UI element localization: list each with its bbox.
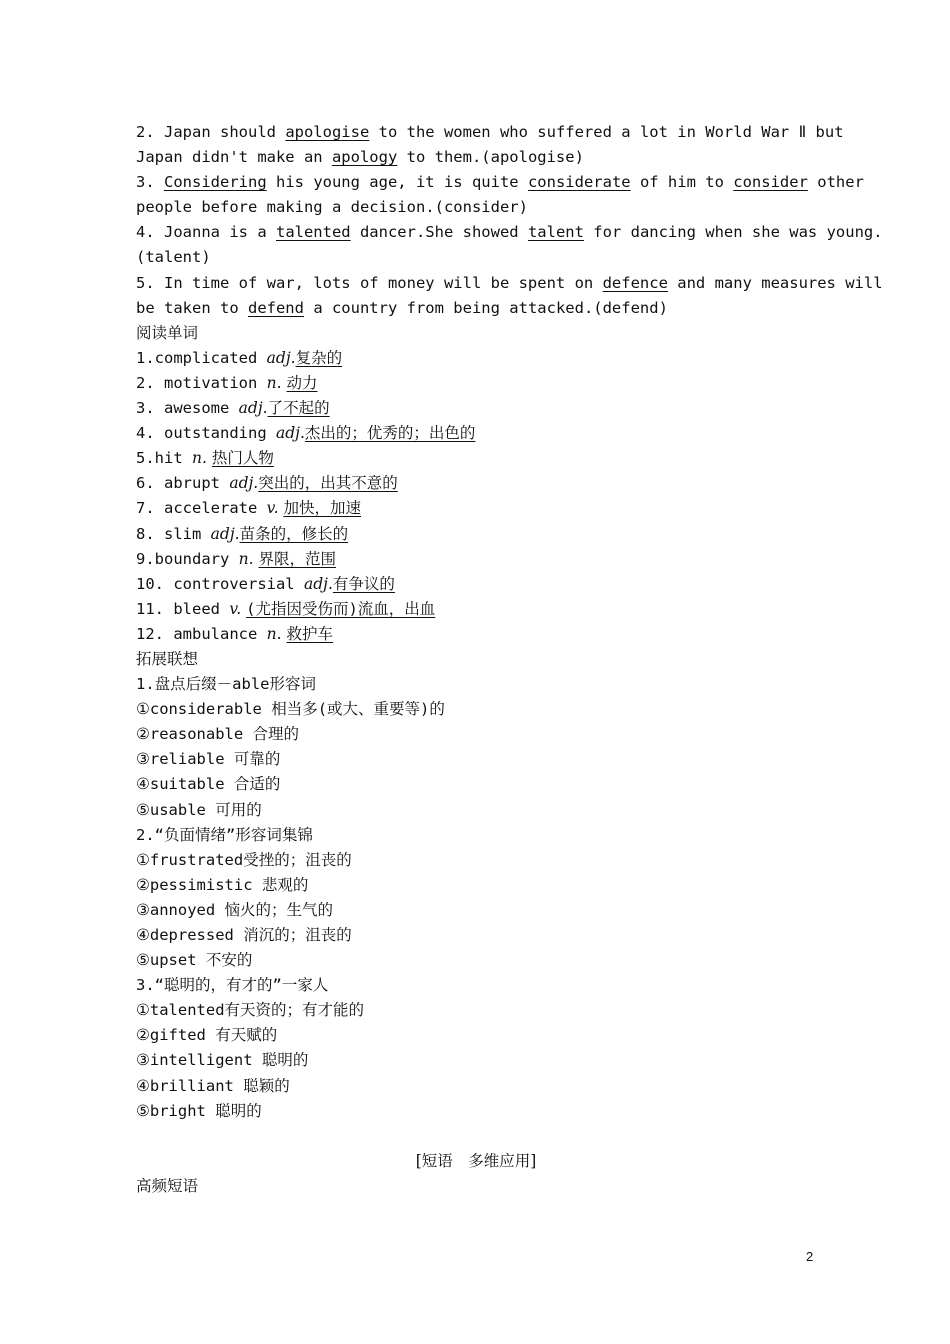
answer-blank: defence <box>602 273 668 292</box>
item-number: 8. <box>136 524 164 543</box>
reading-word-item <box>136 622 816 647</box>
item-number: 11. <box>136 599 174 618</box>
item-number: 10. <box>136 574 174 593</box>
item-meaning: 热门人物 <box>211 449 274 468</box>
exercise-q2-line1 <box>136 120 844 145</box>
item-meaning: (尤指因受伤而)流血，出血 <box>246 599 436 618</box>
extension-item: ④depressed 消沉的；沮丧的 <box>136 926 352 944</box>
extension-item: ③reliable 可靠的 <box>136 750 281 769</box>
item-number: 12. <box>136 624 174 643</box>
item-word: accelerate <box>164 499 267 518</box>
text-segment: of him to <box>630 173 734 192</box>
text-segment: 5. In time of war, lots of money will be spent on <box>136 273 603 292</box>
text-segment: dancer.She showed <box>350 223 528 242</box>
exercise-q3-line2: people before making a decision.(consider) <box>136 198 528 217</box>
item-meaning: 复杂的 <box>295 348 343 367</box>
item-meaning: 界限，范围 <box>258 549 337 568</box>
text-segment: Japan didn't make an <box>136 148 332 167</box>
answer-blank: apology <box>331 148 398 167</box>
item-meaning: 突出的，出其不意的 <box>258 474 398 493</box>
extension-heading: 拓展联想 <box>136 649 199 668</box>
extension-group3-list <box>136 998 816 1123</box>
item-number: 9. <box>136 549 155 568</box>
text-segment: be taken to <box>136 298 248 317</box>
item-word: slim <box>164 524 211 543</box>
page-number: 2 <box>806 1249 814 1264</box>
extension-item: ③intelligent 聪明的 <box>136 1051 309 1070</box>
text-segment: a country from being attacked.(defend) <box>303 298 668 317</box>
reading-words-list <box>136 346 816 647</box>
reading-word-item <box>136 421 816 446</box>
text-segment: his young age, it is quite <box>266 173 528 192</box>
extension-item: ③annoyed 恼火的；生气的 <box>136 900 334 919</box>
item-part-of-speech: adj. <box>303 574 333 593</box>
item-number: 5. <box>136 449 155 468</box>
text-segment: 2. Japan should <box>136 123 286 141</box>
reading-word-item <box>136 446 816 471</box>
item-word: outstanding <box>164 424 276 443</box>
item-word: hit <box>154 449 192 468</box>
item-part-of-speech: adj. <box>238 399 268 418</box>
reading-word-item <box>136 471 816 496</box>
text-segment: to the women who suffered a lot in World War Ⅱ but <box>369 123 844 141</box>
exercise-q5-line2 <box>136 296 816 321</box>
item-number: 7. <box>136 499 164 518</box>
item-part-of-speech: adj. <box>210 524 240 543</box>
reading-word-item <box>136 572 816 597</box>
reading-word-item <box>136 396 816 421</box>
answer-blank: Considering <box>164 173 267 192</box>
item-number: 2. <box>136 373 164 392</box>
item-part-of-speech: v. <box>266 499 284 518</box>
item-word: boundary <box>154 549 239 568</box>
item-meaning: 救护车 <box>286 624 334 643</box>
item-number: 3. <box>136 399 164 418</box>
reading-word-item <box>136 346 816 371</box>
exercise-q4-line1 <box>136 220 883 245</box>
item-word: complicated <box>154 348 267 367</box>
reading-word-item <box>136 547 816 572</box>
reading-word-item <box>136 496 816 521</box>
extension-group1-list <box>136 697 816 822</box>
text-segment: to them.(apologise) <box>397 148 584 167</box>
extension-item: ②gifted 有天赋的 <box>136 1026 278 1045</box>
reading-word-item <box>136 371 816 396</box>
item-word: awesome <box>164 399 239 418</box>
text-segment: 4. Joanna is a <box>136 223 276 242</box>
item-number: 1. <box>136 348 155 367</box>
extension-group1-title: 1.盘点后缀－able形容词 <box>136 675 316 694</box>
item-number: 6. <box>136 474 164 493</box>
extension-item: ⑤bright 聪明的 <box>136 1101 262 1120</box>
answer-blank: talented <box>275 223 351 242</box>
item-meaning: 动力 <box>286 373 318 392</box>
item-word: motivation <box>164 373 267 392</box>
text-segment: for dancing when she was young. <box>583 223 883 242</box>
answer-blank: defend <box>247 298 304 317</box>
extension-group3-title: 3.“聪明的，有才的”一家人 <box>136 976 329 995</box>
item-meaning: 加快，加速 <box>283 499 361 518</box>
text-segment: 3. <box>136 173 164 192</box>
section-title: [短语 多维应用] <box>415 1151 537 1170</box>
extension-item: ④suitable 合适的 <box>136 775 281 794</box>
answer-blank: talent <box>527 223 584 242</box>
answer-blank: consider <box>733 173 808 192</box>
extension-item: ①talented有天资的；有才能的 <box>136 1001 365 1020</box>
item-word: abrupt <box>164 474 230 493</box>
item-meaning: 杰出的；优秀的；出色的 <box>304 424 476 443</box>
item-part-of-speech: n. <box>266 624 287 643</box>
item-word: bleed <box>173 599 230 618</box>
text-segment: other <box>807 173 864 192</box>
item-part-of-speech: n. <box>238 549 259 568</box>
extension-item: ①considerable 相当多(或大、重要等)的 <box>136 700 445 719</box>
item-word: controversial <box>173 574 304 593</box>
item-word: ambulance <box>173 624 267 643</box>
item-part-of-speech: adj. <box>266 348 296 367</box>
page-content <box>136 120 883 1199</box>
item-part-of-speech: n. <box>266 373 287 392</box>
extension-group2-list <box>136 848 816 973</box>
reading-word-item <box>136 522 816 547</box>
item-part-of-speech: adj. <box>275 424 305 443</box>
extension-item: ⑤upset 不安的 <box>136 951 253 970</box>
item-meaning: 了不起的 <box>267 399 330 418</box>
exercise-q2-line2 <box>136 145 816 170</box>
item-number: 4. <box>136 424 164 443</box>
extension-item: ⑤usable 可用的 <box>136 800 262 819</box>
item-meaning: 有争议的 <box>332 574 395 593</box>
exercise-q4-line2: (talent) <box>136 248 211 267</box>
answer-blank: considerate <box>527 173 631 192</box>
section-subheading: 高频短语 <box>136 1176 199 1195</box>
item-part-of-speech: adj. <box>229 474 259 493</box>
answer-blank: apologise <box>285 123 370 141</box>
extension-item: ②pessimistic 悲观的 <box>136 875 309 894</box>
extension-group2-title: 2.“负面情绪”形容词集锦 <box>136 825 313 844</box>
item-part-of-speech: n. <box>192 449 212 468</box>
extension-item: ④brilliant 聪颖的 <box>136 1076 290 1095</box>
item-part-of-speech: v. <box>229 599 247 618</box>
extension-item: ①frustrated受挫的；沮丧的 <box>136 850 352 869</box>
exercise-q5-line1 <box>136 271 883 296</box>
reading-words-heading: 阅读单词 <box>136 323 199 342</box>
reading-word-item <box>136 597 816 622</box>
exercise-q3-line1 <box>136 170 864 195</box>
extension-item: ②reasonable 合理的 <box>136 725 300 744</box>
item-meaning: 苗条的，修长的 <box>239 524 349 543</box>
text-segment: and many measures will <box>667 273 883 292</box>
